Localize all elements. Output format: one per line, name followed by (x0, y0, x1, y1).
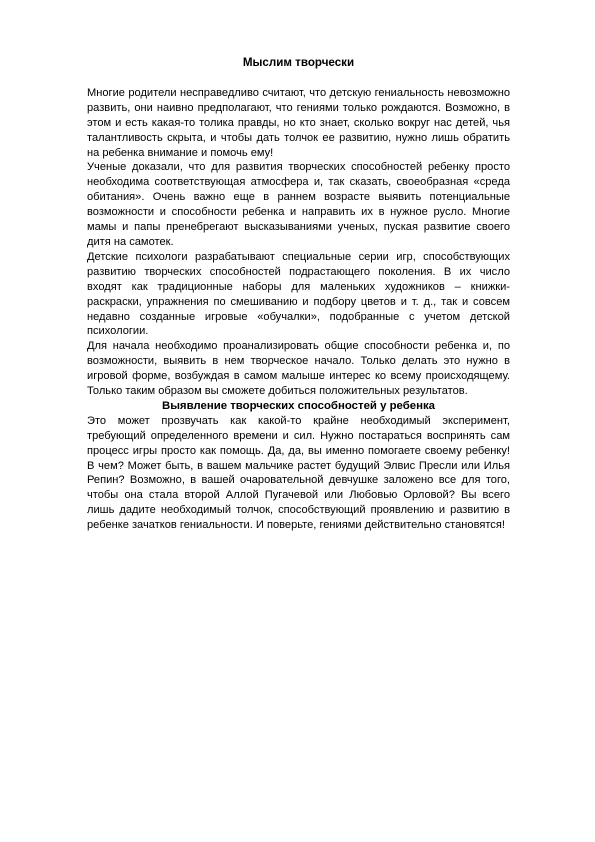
paragraph-4: Для начала необходимо проанализировать общие способности ребенка и, по возможности, выявить в нем творческое начало. Только делать это нужно в игровой форме, возбуждая в самом малыше интерес ко всему происходящему. Только таким образом вы сможете добиться положительных результатов. (87, 340, 510, 398)
section-paragraph: Это может прозвучать как какой-то крайне необходимый эксперимент, требующий определенного времени и сил. Нужно постараться воспринять сам процесс игры просто как помощь. Да, да, вы именно помогаете своему ребенку! В чем? Может быть, в вашем мальчике растет будущий Элвис Пресли или Илья Репин? Возможно, в вашей очаровательной девчушке заложено все для того, чтобы она стала второй Аллой Пугачевой или Любовью Орловой? Вы всего лишь дадите необходимый толчок, способствующий проявлению и развитию в ребенке зачатков гениальности. И поверьте, гениями действительно становятся! (87, 414, 510, 532)
paragraph-1: Многие родители несправедливо считают, что детскую гениальность невозможно развить, они наивно предполагают, что гениями только рождаются. Возможно, в этом и есть какая-то толика правды, но кто знает, сколько вокруг нас детей, чья талантливость скрыта, и чтобы дать толчок ее развитию, нужно лишь обратить на ребенка внимание и помочь ему! (87, 86, 510, 159)
section-heading: Выявление творческих способностей у ребенка (161, 399, 436, 412)
document-page (87, 56, 510, 533)
paragraph-3: Детские психологи разрабатывают специальные серии игр, способствующих развитию творческих способностей подрастающего поколения. В их число входят как традиционные наборы для маленьких художников – книжки-раскраски, упражнения по смешиванию и подбору цветов и т. д., так и совсем недавно созданные игровые «обучалки», подобранные с учетом детской психологии. (87, 250, 510, 338)
document-title: Мыслим творчески (242, 56, 355, 69)
paragraph-2: Ученые доказали, что для развития творческих способностей ребенку просто необходима соответствующая атмосфера и, так сказать, своеобразная «среда обитания». Очень важно еще в раннем возрасте выявить потенциальные возможности и способности ребенка и направить их в нужное русло. Многие мамы и папы пренебрегают высказываниями ученых, пуская развитие своего дитя на самотек. (87, 161, 510, 248)
